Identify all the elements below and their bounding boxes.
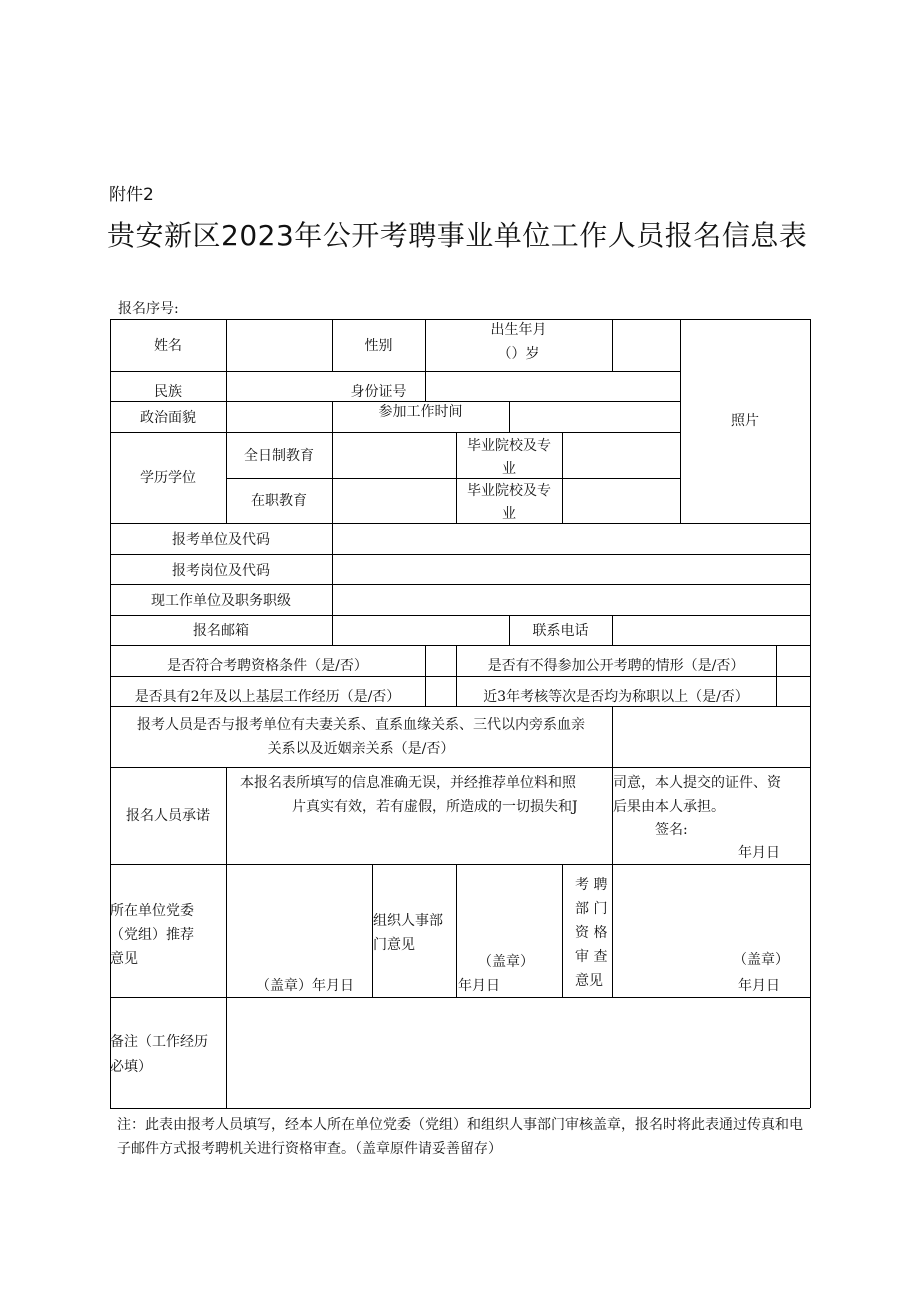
school-major-label-2b: 业: [502, 506, 516, 522]
phone-label: 联系电话: [532, 623, 589, 639]
rule: [776, 645, 777, 706]
hr-opinion-line2: 门意见: [373, 937, 415, 953]
age-label: （）岁: [497, 346, 540, 362]
rule: [226, 767, 227, 1108]
education-label: 学历学位: [140, 470, 196, 486]
review-opinion-line4: 审 查: [575, 949, 608, 965]
page-title: 贵安新区2023年公开考聘事业单位工作人员报名信息表: [107, 219, 808, 252]
pledge-label: 报名人员承诺: [126, 808, 210, 824]
rule: [425, 371, 426, 401]
forbidden-question: 是否有不得参加公开考聘的情形（是/否）: [487, 658, 745, 674]
school-major-label-2a: 毕业院校及专: [467, 483, 551, 499]
review-date: 年月日: [738, 978, 780, 994]
hr-seal: （盖章）: [478, 954, 534, 970]
rule: [332, 523, 333, 645]
rule: [110, 864, 810, 865]
parttime-education-label: 在职教育: [251, 493, 307, 509]
school-major-label-1a: 毕业院校及专: [467, 438, 551, 454]
rule: [332, 432, 333, 523]
rule: [456, 864, 457, 997]
rule: [425, 645, 426, 706]
rule: [226, 478, 680, 479]
birth-date-label: 出生年月: [490, 322, 547, 338]
rule: [612, 864, 613, 997]
rule: [110, 615, 810, 616]
rule: [110, 676, 810, 677]
pledge-text-line1: 本报名表所填写的信息准确无误，并经推荐单位料和照: [240, 775, 576, 791]
unit-code-label: 报考单位及代码: [172, 532, 270, 548]
pledge-text-line3: 司意，本人提交的证件、资: [613, 775, 781, 791]
rule: [110, 1108, 810, 1109]
id-number-label: 身份证号: [350, 384, 407, 400]
party-opinion-line1: 所在单位党委: [110, 903, 194, 919]
annex-label: 附件2: [109, 185, 154, 205]
qualify-question: 是否符合考聘资格条件（是/否）: [167, 658, 368, 674]
review-opinion-line5: 意见: [575, 973, 603, 989]
name-label: 姓名: [154, 338, 182, 354]
party-opinion-line2: （党组）推荐: [110, 927, 194, 943]
rule: [110, 767, 810, 768]
review-opinion-line1: 考 聘: [575, 877, 608, 893]
signature-label: 签名:: [655, 822, 688, 838]
rule: [110, 997, 810, 998]
review-opinion-line3: 资 格: [575, 925, 608, 941]
rule: [110, 584, 810, 585]
pledge-date: 年月日: [738, 845, 780, 861]
fulltime-education-label: 全日制教育: [244, 448, 314, 464]
rule: [612, 319, 613, 371]
rule: [110, 645, 810, 646]
rule: [110, 432, 680, 433]
email-label: 报名邮箱: [193, 623, 249, 639]
rule: [110, 554, 810, 555]
rule: [110, 319, 111, 1108]
assessment-question: 近3年考核等次是否均为称职以上（是/否）: [483, 689, 749, 705]
footnote: 注：此表由报考人员填写，经本人所在单位党委（党组）和组织人事部门审核盖章，报名时将此表通过传真和电子邮件方式报考聘机关进行资格审查。（盖章原件请妥善留存）: [117, 1117, 803, 1157]
review-seal: （盖章）: [733, 952, 789, 968]
rule: [226, 319, 227, 432]
review-opinion-line2: 部 门: [575, 901, 608, 917]
post-code-label: 报考岗位及代码: [172, 563, 270, 579]
remarks-line1: 备注（工作经历: [110, 1034, 208, 1050]
hr-opinion-line1: 组织人事部: [373, 913, 443, 929]
hr-date: 年月日: [458, 978, 500, 994]
pledge-text-line2: 片真实有效，若有虚假，所造成的一切损失和J: [292, 799, 578, 815]
ethnicity-label: 民族: [154, 384, 182, 400]
relation-question-line1: 报考人员是否与报考单位有夫妻关系、直系血缘关系、三代以内旁系血亲: [137, 717, 585, 733]
remarks-line2: 必填）: [110, 1059, 152, 1075]
school-major-label-1b: 业: [502, 461, 516, 477]
political-status-label: 政治面貌: [140, 410, 196, 426]
photo-placeholder: 照片: [731, 413, 759, 429]
rule: [810, 319, 811, 1108]
rule: [562, 864, 563, 997]
work-start-label: 参加工作时间: [378, 404, 463, 420]
party-seal-date: （盖章）年月日: [256, 978, 354, 994]
rule: [562, 432, 563, 523]
rule: [110, 371, 680, 372]
serial-number-label: 报名序号:: [118, 301, 179, 317]
grassroots-question: 是否具有2年及以上基层工作经历（是/否）: [134, 689, 401, 705]
rule: [509, 401, 510, 432]
relation-question-line2: 关系以及近姻亲关系（是/否）: [267, 741, 455, 757]
pledge-text-line4: 后果由本人承担。: [613, 799, 725, 815]
current-job-label: 现工作单位及职务职级: [151, 593, 291, 609]
gender-label: 性别: [364, 338, 393, 354]
rule: [612, 615, 613, 645]
party-opinion-line3: 意见: [110, 951, 138, 967]
rule: [612, 706, 613, 767]
